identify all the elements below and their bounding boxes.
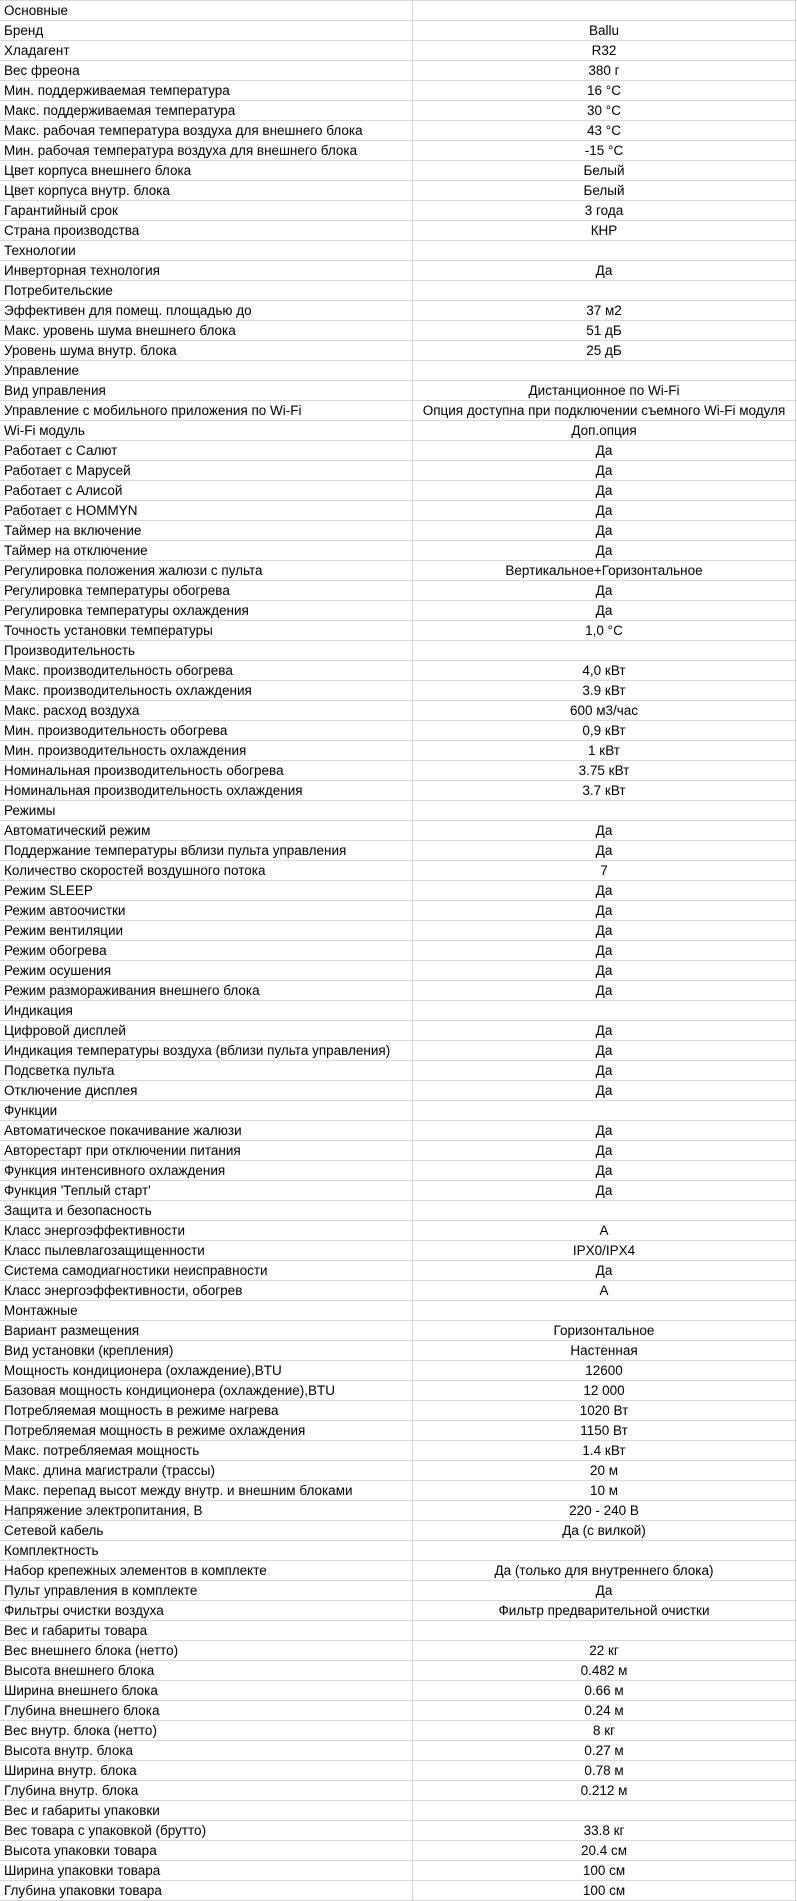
spec-name-cell: Гарантийный срок <box>0 201 413 220</box>
spec-value-cell: 20.4 см <box>413 1841 796 1860</box>
spec-name-cell: Таймер на отключение <box>0 541 413 560</box>
spec-name-cell: Класс пылевлагозащищенности <box>0 1241 413 1260</box>
spec-row <box>0 1521 797 1541</box>
spec-row <box>0 1281 797 1301</box>
spec-value-cell: 0.482 м <box>413 1661 796 1680</box>
spec-name-cell: Макс. рабочая температура воздуха для внешнего блока <box>0 121 413 140</box>
spec-name-cell: Класс энергоэффективности <box>0 1221 413 1240</box>
spec-name-cell: Цвет корпуса внутр. блока <box>0 181 413 200</box>
spec-name-cell: Регулировка температуры охлаждения <box>0 601 413 620</box>
spec-value-cell: Да <box>413 1181 796 1200</box>
spec-row <box>0 181 797 201</box>
spec-row <box>0 21 797 41</box>
spec-value-cell: Да <box>413 1041 796 1060</box>
spec-value-cell: Да (только для внутреннего блока) <box>413 1561 796 1580</box>
spec-name-cell: Напряжение электропитания, В <box>0 1501 413 1520</box>
spec-name-cell: Точность установки температуры <box>0 621 413 640</box>
spec-name-cell: Класс энергоэффективности, обогрев <box>0 1281 413 1300</box>
section-header-row <box>0 1 797 21</box>
spec-row <box>0 921 797 941</box>
spec-value-cell <box>413 1201 796 1220</box>
spec-value-cell: Да <box>413 1161 796 1180</box>
spec-name-cell: Отключение дисплея <box>0 1081 413 1100</box>
spec-row <box>0 1021 797 1041</box>
spec-value-cell: 10 м <box>413 1481 796 1500</box>
spec-row <box>0 1461 797 1481</box>
spec-row <box>0 601 797 621</box>
section-header-row <box>0 361 797 381</box>
spec-name-cell: Работает с Алисой <box>0 481 413 500</box>
spec-value-cell: R32 <box>413 41 796 60</box>
spec-row <box>0 321 797 341</box>
spec-name-cell: Автоматический режим <box>0 821 413 840</box>
spec-name-cell: Вес товара с упаковкой (брутто) <box>0 1821 413 1840</box>
spec-row <box>0 421 797 441</box>
spec-value-cell: Настенная <box>413 1341 796 1360</box>
spec-row <box>0 401 797 421</box>
spec-row <box>0 341 797 361</box>
spec-value-cell: Да <box>413 501 796 520</box>
spec-value-cell: 1 кВт <box>413 741 796 760</box>
spec-name-cell: Комплектность <box>0 1541 413 1560</box>
spec-row <box>0 1041 797 1061</box>
spec-value-cell <box>413 281 796 300</box>
spec-name-cell: Режим осушения <box>0 961 413 980</box>
spec-row <box>0 41 797 61</box>
spec-value-cell: Да <box>413 1141 796 1160</box>
spec-name-cell: Индикация <box>0 1001 413 1020</box>
spec-name-cell: Макс. поддерживаемая температура <box>0 101 413 120</box>
spec-name-cell: Мин. производительность обогрева <box>0 721 413 740</box>
spec-row <box>0 1761 797 1781</box>
spec-name-cell: Макс. производительность охлаждения <box>0 681 413 700</box>
spec-row <box>0 141 797 161</box>
spec-name-cell: Цвет корпуса внешнего блока <box>0 161 413 180</box>
spec-name-cell: Индикация температуры воздуха (вблизи пульта управления) <box>0 1041 413 1060</box>
spec-name-cell: Номинальная производительность обогрева <box>0 761 413 780</box>
spec-value-cell: 1150 Вт <box>413 1421 796 1440</box>
spec-row <box>0 761 797 781</box>
spec-value-cell: 0.66 м <box>413 1681 796 1700</box>
section-header-row <box>0 1541 797 1561</box>
spec-value-cell: 0.24 м <box>413 1701 796 1720</box>
spec-name-cell: Режим автоочистки <box>0 901 413 920</box>
spec-value-cell: Да <box>413 841 796 860</box>
spec-value-cell: 1.4 кВт <box>413 1441 796 1460</box>
spec-name-cell: Основные <box>0 1 413 20</box>
spec-value-cell: 3.9 кВт <box>413 681 796 700</box>
spec-value-cell: Да <box>413 1261 796 1280</box>
spec-row <box>0 1161 797 1181</box>
spec-name-cell: Защита и безопасность <box>0 1201 413 1220</box>
spec-name-cell: Функция 'Теплый старт' <box>0 1181 413 1200</box>
spec-name-cell: Производительность <box>0 641 413 660</box>
spec-row <box>0 581 797 601</box>
spec-name-cell: Бренд <box>0 21 413 40</box>
spec-value-cell: Белый <box>413 161 796 180</box>
spec-name-cell: Фильтры очистки воздуха <box>0 1601 413 1620</box>
spec-name-cell: Вид управления <box>0 381 413 400</box>
spec-row <box>0 1221 797 1241</box>
spec-row <box>0 881 797 901</box>
spec-name-cell: Wi-Fi модуль <box>0 421 413 440</box>
spec-row <box>0 1061 797 1081</box>
spec-value-cell: Да <box>413 521 796 540</box>
spec-value-cell: 220 - 240 В <box>413 1501 796 1520</box>
spec-value-cell <box>413 641 796 660</box>
section-header-row <box>0 1621 797 1641</box>
spec-name-cell: Технологии <box>0 241 413 260</box>
spec-name-cell: Макс. перепад высот между внутр. и внешним блоками <box>0 1481 413 1500</box>
spec-name-cell: Система самодиагностики неисправности <box>0 1261 413 1280</box>
spec-value-cell: Вертикальное+Горизонтальное <box>413 561 796 580</box>
spec-value-cell: 12 000 <box>413 1381 796 1400</box>
spec-name-cell: Глубина внутр. блока <box>0 1781 413 1800</box>
spec-value-cell: -15 °C <box>413 141 796 160</box>
spec-name-cell: Вес внешнего блока (нетто) <box>0 1641 413 1660</box>
spec-row <box>0 1381 797 1401</box>
spec-row <box>0 101 797 121</box>
spec-name-cell: Высота упаковки товара <box>0 1841 413 1860</box>
spec-value-cell: Да <box>413 901 796 920</box>
spec-row <box>0 1781 797 1801</box>
spec-value-cell: 37 м2 <box>413 301 796 320</box>
spec-value-cell: Да <box>413 921 796 940</box>
spec-row <box>0 901 797 921</box>
spec-value-cell: Да <box>413 821 796 840</box>
spec-row <box>0 1641 797 1661</box>
spec-value-cell: Доп.опция <box>413 421 796 440</box>
spec-row <box>0 681 797 701</box>
spec-value-cell: 12600 <box>413 1361 796 1380</box>
spec-row <box>0 1321 797 1341</box>
spec-row <box>0 661 797 681</box>
spec-value-cell: 4,0 кВт <box>413 661 796 680</box>
spec-row <box>0 81 797 101</box>
section-header-row <box>0 801 797 821</box>
spec-name-cell: Потребительские <box>0 281 413 300</box>
spec-row <box>0 1421 797 1441</box>
spec-value-cell: 33.8 кг <box>413 1821 796 1840</box>
spec-name-cell: Сетевой кабель <box>0 1521 413 1540</box>
spec-row <box>0 561 797 581</box>
spec-name-cell: Управление <box>0 361 413 380</box>
spec-name-cell: Набор крепежных элементов в комплекте <box>0 1561 413 1580</box>
spec-value-cell: 1,0 °C <box>413 621 796 640</box>
spec-value-cell <box>413 1801 796 1820</box>
spec-name-cell: Вес внутр. блока (нетто) <box>0 1721 413 1740</box>
spec-row <box>0 1861 797 1881</box>
spec-row <box>0 1401 797 1421</box>
spec-row <box>0 1661 797 1681</box>
spec-row <box>0 461 797 481</box>
spec-row <box>0 1581 797 1601</box>
spec-value-cell: Да <box>413 1581 796 1600</box>
spec-row <box>0 61 797 81</box>
spec-name-cell: Работает с Салют <box>0 441 413 460</box>
spec-name-cell: Макс. уровень шума внешнего блока <box>0 321 413 340</box>
spec-name-cell: Управление с мобильного приложения по Wi-Fi <box>0 401 413 420</box>
spec-row <box>0 121 797 141</box>
spec-row <box>0 1181 797 1201</box>
spec-name-cell: Ширина упаковки товара <box>0 1861 413 1880</box>
spec-row <box>0 1481 797 1501</box>
spec-value-cell: Горизонтальное <box>413 1321 796 1340</box>
spec-value-cell: 51 дБ <box>413 321 796 340</box>
spec-value-cell: 3 года <box>413 201 796 220</box>
spec-value-cell: Да <box>413 1021 796 1040</box>
spec-row <box>0 381 797 401</box>
spec-row <box>0 1741 797 1761</box>
spec-value-cell: Да <box>413 541 796 560</box>
section-header-row <box>0 1301 797 1321</box>
spec-name-cell: Номинальная производительность охлаждения <box>0 781 413 800</box>
spec-name-cell: Режим SLEEP <box>0 881 413 900</box>
spec-name-cell: Режимы <box>0 801 413 820</box>
spec-name-cell: Цифровой дисплей <box>0 1021 413 1040</box>
spec-value-cell: Да <box>413 981 796 1000</box>
spec-row <box>0 721 797 741</box>
spec-value-cell: КНР <box>413 221 796 240</box>
spec-value-cell: 100 см <box>413 1881 796 1900</box>
spec-row <box>0 1341 797 1361</box>
spec-row <box>0 1241 797 1261</box>
spec-value-cell: 1020 Вт <box>413 1401 796 1420</box>
spec-name-cell: Количество скоростей воздушного потока <box>0 861 413 880</box>
spec-value-cell: IPX0/IPX4 <box>413 1241 796 1260</box>
spec-value-cell <box>413 801 796 820</box>
spec-row <box>0 1361 797 1381</box>
spec-name-cell: Автоматическое покачивание жалюзи <box>0 1121 413 1140</box>
section-header-row <box>0 1001 797 1021</box>
spec-name-cell: Ширина внешнего блока <box>0 1681 413 1700</box>
spec-value-cell: Да <box>413 1061 796 1080</box>
spec-value-cell: Фильтр предварительной очистки <box>413 1601 796 1620</box>
spec-row <box>0 201 797 221</box>
spec-value-cell: 7 <box>413 861 796 880</box>
spec-value-cell: Ballu <box>413 21 796 40</box>
spec-name-cell: Ширина внутр. блока <box>0 1761 413 1780</box>
spec-value-cell: Да <box>413 1121 796 1140</box>
spec-row <box>0 541 797 561</box>
spec-name-cell: Авторестарт при отключении питания <box>0 1141 413 1160</box>
spec-name-cell: Страна производства <box>0 221 413 240</box>
section-header-row <box>0 641 797 661</box>
spec-name-cell: Высота внешнего блока <box>0 1661 413 1680</box>
spec-value-cell: 380 г <box>413 61 796 80</box>
spec-name-cell: Макс. длина магистрали (трассы) <box>0 1461 413 1480</box>
spec-row <box>0 1721 797 1741</box>
spec-name-cell: Макс. расход воздуха <box>0 701 413 720</box>
spec-row <box>0 1881 797 1901</box>
spec-row <box>0 301 797 321</box>
spec-name-cell: Глубина внешнего блока <box>0 1701 413 1720</box>
spec-row <box>0 821 797 841</box>
spec-value-cell <box>413 241 796 260</box>
spec-value-cell: Да <box>413 481 796 500</box>
spec-value-cell <box>413 1301 796 1320</box>
spec-row <box>0 221 797 241</box>
spec-row <box>0 701 797 721</box>
spec-name-cell: Глубина упаковки товара <box>0 1881 413 1900</box>
spec-name-cell: Потребляемая мощность в режиме охлаждения <box>0 1421 413 1440</box>
spec-value-cell: 0,9 кВт <box>413 721 796 740</box>
spec-name-cell: Макс. производительность обогрева <box>0 661 413 680</box>
spec-value-cell: Да <box>413 1081 796 1100</box>
spec-value-cell: 16 °C <box>413 81 796 100</box>
spec-name-cell: Мин. производительность охлаждения <box>0 741 413 760</box>
spec-value-cell: Да <box>413 941 796 960</box>
spec-row <box>0 781 797 801</box>
section-header-row <box>0 281 797 301</box>
spec-name-cell: Режим обогрева <box>0 941 413 960</box>
spec-value-cell: Да <box>413 461 796 480</box>
spec-value-cell <box>413 1101 796 1120</box>
spec-name-cell: Мощность кондиционера (охлаждение),BTU <box>0 1361 413 1380</box>
spec-row <box>0 521 797 541</box>
spec-row <box>0 1081 797 1101</box>
spec-name-cell: Высота внутр. блока <box>0 1741 413 1760</box>
spec-value-cell: Да (с вилкой) <box>413 1521 796 1540</box>
spec-name-cell: Вариант размещения <box>0 1321 413 1340</box>
spec-value-cell: Да <box>413 961 796 980</box>
spec-name-cell: Регулировка температуры обогрева <box>0 581 413 600</box>
spec-row <box>0 621 797 641</box>
spec-name-cell: Эффективен для помещ. площадью до <box>0 301 413 320</box>
spec-name-cell: Потребляемая мощность в режиме нагрева <box>0 1401 413 1420</box>
spec-value-cell <box>413 1 796 20</box>
spec-name-cell: Режим вентиляции <box>0 921 413 940</box>
spec-value-cell: A <box>413 1221 796 1240</box>
spec-name-cell: Подсветка пульта <box>0 1061 413 1080</box>
section-header-row <box>0 241 797 261</box>
spec-row <box>0 1261 797 1281</box>
spec-row <box>0 1561 797 1581</box>
spec-name-cell: Макс. потребляемая мощность <box>0 1441 413 1460</box>
spec-name-cell: Вес фреона <box>0 61 413 80</box>
spec-row <box>0 841 797 861</box>
spec-name-cell: Функция интенсивного охлаждения <box>0 1161 413 1180</box>
spec-value-cell: 20 м <box>413 1461 796 1480</box>
spec-value-cell: 3.75 кВт <box>413 761 796 780</box>
spec-row <box>0 501 797 521</box>
spec-value-cell <box>413 361 796 380</box>
spec-value-cell: Да <box>413 881 796 900</box>
spec-value-cell: 0.27 м <box>413 1741 796 1760</box>
spec-value-cell: 0.212 м <box>413 1781 796 1800</box>
spec-value-cell: Опция доступна при подключении съемного Wi-Fi модуля <box>413 401 796 420</box>
spec-row <box>0 861 797 881</box>
section-header-row <box>0 1101 797 1121</box>
spec-value-cell: Да <box>413 581 796 600</box>
spec-name-cell: Режим размораживания внешнего блока <box>0 981 413 1000</box>
spec-name-cell: Инверторная технология <box>0 261 413 280</box>
spec-name-cell: Работает с Марусей <box>0 461 413 480</box>
spec-value-cell: 0.78 м <box>413 1761 796 1780</box>
spec-row <box>0 1681 797 1701</box>
spec-value-cell: 30 °C <box>413 101 796 120</box>
spec-row <box>0 741 797 761</box>
spec-row <box>0 441 797 461</box>
spec-name-cell: Функции <box>0 1101 413 1120</box>
spec-value-cell: 43 °C <box>413 121 796 140</box>
spec-value-cell: Да <box>413 261 796 280</box>
spec-value-cell: 8 кг <box>413 1721 796 1740</box>
spec-value-cell: 22 кг <box>413 1641 796 1660</box>
spec-name-cell: Вес и габариты товара <box>0 1621 413 1640</box>
spec-name-cell: Поддержание температуры вблизи пульта управления <box>0 841 413 860</box>
spec-name-cell: Базовая мощность кондиционера (охлаждение),BTU <box>0 1381 413 1400</box>
spec-row <box>0 1441 797 1461</box>
spec-value-cell: Да <box>413 601 796 620</box>
spec-name-cell: Монтажные <box>0 1301 413 1320</box>
spec-row <box>0 1501 797 1521</box>
spec-value-cell: Дистанционное по Wi-Fi <box>413 381 796 400</box>
spec-value-cell <box>413 1621 796 1640</box>
spec-row <box>0 1121 797 1141</box>
spec-value-cell: 3.7 кВт <box>413 781 796 800</box>
spec-value-cell <box>413 1001 796 1020</box>
spec-name-cell: Регулировка положения жалюзи с пульта <box>0 561 413 580</box>
spec-row <box>0 1841 797 1861</box>
section-header-row <box>0 1201 797 1221</box>
spec-row <box>0 1701 797 1721</box>
spec-name-cell: Мин. рабочая температура воздуха для внешнего блока <box>0 141 413 160</box>
spec-row <box>0 481 797 501</box>
spec-value-cell: Белый <box>413 181 796 200</box>
spec-value-cell: 100 см <box>413 1861 796 1880</box>
spec-row <box>0 1601 797 1621</box>
spec-name-cell: Мин. поддерживаемая температура <box>0 81 413 100</box>
spec-value-cell: Да <box>413 441 796 460</box>
spec-name-cell: Уровень шума внутр. блока <box>0 341 413 360</box>
spec-row <box>0 981 797 1001</box>
spec-name-cell: Хладагент <box>0 41 413 60</box>
spec-row <box>0 941 797 961</box>
spec-name-cell: Таймер на включение <box>0 521 413 540</box>
spec-name-cell: Работает с HOMMYN <box>0 501 413 520</box>
spec-name-cell: Пульт управления в комплекте <box>0 1581 413 1600</box>
spec-value-cell: 25 дБ <box>413 341 796 360</box>
spec-row <box>0 961 797 981</box>
spec-row <box>0 261 797 281</box>
spec-name-cell: Вес и габариты упаковки <box>0 1801 413 1820</box>
spec-row <box>0 161 797 181</box>
spec-name-cell: Вид установки (крепления) <box>0 1341 413 1360</box>
spec-value-cell <box>413 1541 796 1560</box>
section-header-row <box>0 1801 797 1821</box>
spec-row <box>0 1821 797 1841</box>
spec-value-cell: 600 м3/час <box>413 701 796 720</box>
spec-value-cell: A <box>413 1281 796 1300</box>
spec-row <box>0 1141 797 1161</box>
